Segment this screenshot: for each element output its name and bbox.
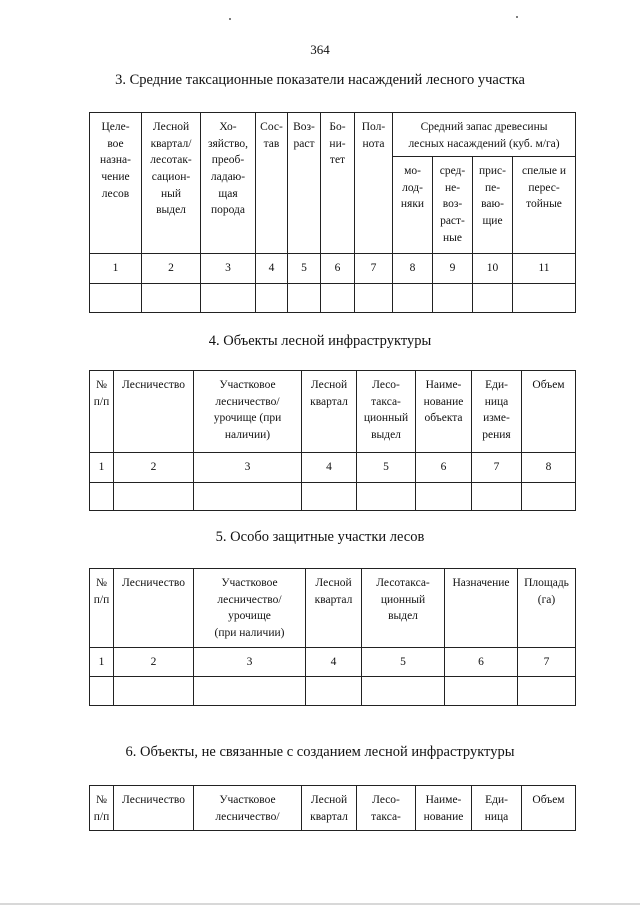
column-number: 3: [194, 453, 302, 483]
header-cell: Еди- ница изме- рения: [472, 371, 522, 453]
section-3-table: [89, 112, 576, 313]
column-number: 2: [114, 453, 194, 483]
sub-header-cell: спелые и перес- тойные: [513, 157, 576, 254]
scan-speck: [516, 16, 518, 18]
page-number: 364: [310, 42, 330, 57]
column-number: 5: [357, 453, 416, 483]
empty-data-row: [90, 483, 576, 511]
column-number: 7: [472, 453, 522, 483]
column-number: 10: [473, 254, 513, 284]
section-4-title: 4. Объекты лесной инфраструктуры: [208, 333, 432, 349]
section-4-table: [89, 370, 576, 511]
header-cell: Наиме- нование объекта: [416, 371, 472, 453]
header-cell: Участковое лесничество/ урочище (при наличии): [194, 569, 306, 648]
column-number: 2: [114, 648, 194, 677]
column-number: 5: [362, 648, 445, 677]
column-number: 4: [306, 648, 362, 677]
section-3-title: 3. Средние таксационные показатели насаждений лесного участка: [115, 72, 525, 88]
column-number: 9: [433, 254, 473, 284]
header-cell: № п/п: [90, 786, 114, 831]
header-cell: Участковое лесничество/ урочище (при наличии): [194, 371, 302, 453]
header-cell: Участковое лесничество/: [194, 786, 302, 831]
section-6-title: 6. Объекты, не связанные с созданием лесной инфраструктуры: [125, 744, 515, 760]
column-number: 2: [142, 254, 201, 284]
section-5-title: 5. Особо защитные участки лесов: [215, 529, 425, 545]
section-5-table: [89, 568, 576, 706]
scan-speck: [229, 18, 231, 20]
column-number: 1: [90, 453, 114, 483]
empty-data-row: [90, 284, 576, 313]
header-cell: Объем: [522, 786, 576, 831]
column-number: 3: [194, 648, 306, 677]
header-cell: Хо- зяйство, преоб- ладаю- щая порода: [201, 113, 256, 254]
column-number: 8: [393, 254, 433, 284]
header-cell: Лесничество: [114, 569, 194, 648]
column-number: 6: [321, 254, 355, 284]
column-number: 3: [201, 254, 256, 284]
column-number: 6: [445, 648, 518, 677]
header-cell: Лесо- такса-: [357, 786, 416, 831]
header-cell: Пол- нота: [355, 113, 393, 254]
empty-data-row: [90, 677, 576, 706]
sub-header-cell: прис- пе- ваю- щие: [473, 157, 513, 254]
header-cell: Сос- тав: [256, 113, 288, 254]
header-cell: № п/п: [90, 569, 114, 648]
column-number: 8: [522, 453, 576, 483]
header-cell: Лесотакса- ционный выдел: [362, 569, 445, 648]
header-cell: Еди- ница: [472, 786, 522, 831]
column-number: 7: [518, 648, 576, 677]
header-cell: Лесничество: [114, 786, 194, 831]
sub-header-cell: мо- лод- няки: [393, 157, 433, 254]
header-cell: Назначение: [445, 569, 518, 648]
header-cell: Лесной квартал: [306, 569, 362, 648]
column-number: 6: [416, 453, 472, 483]
column-number: 7: [355, 254, 393, 284]
header-cell: Лесной квартал: [302, 371, 357, 453]
column-number: 11: [513, 254, 576, 284]
header-cell: Площадь (га): [518, 569, 576, 648]
header-cell: Лесничество: [114, 371, 194, 453]
header-cell: Лесной квартал/ лесотак- сацион- ный выдел: [142, 113, 201, 254]
column-number: 1: [90, 648, 114, 677]
column-number: 4: [302, 453, 357, 483]
header-cell: Целе- вое назна- чение лесов: [90, 113, 142, 254]
header-cell: Объем: [522, 371, 576, 453]
column-number: 5: [288, 254, 321, 284]
column-number: 1: [90, 254, 142, 284]
column-number: 4: [256, 254, 288, 284]
header-cell: Наиме- нование: [416, 786, 472, 831]
header-cell: Лесо- такса- ционный выдел: [357, 371, 416, 453]
header-cell: № п/п: [90, 371, 114, 453]
section-6-table: [89, 785, 576, 831]
sub-header-cell: сред- не- воз- раст- ные: [433, 157, 473, 254]
group-header-cell: Средний запас древесины лесных насаждений (куб. м/га): [393, 113, 576, 157]
header-cell: Бо- ни- тет: [321, 113, 355, 254]
header-cell: Лесной квартал: [302, 786, 357, 831]
header-cell: Воз- раст: [288, 113, 321, 254]
